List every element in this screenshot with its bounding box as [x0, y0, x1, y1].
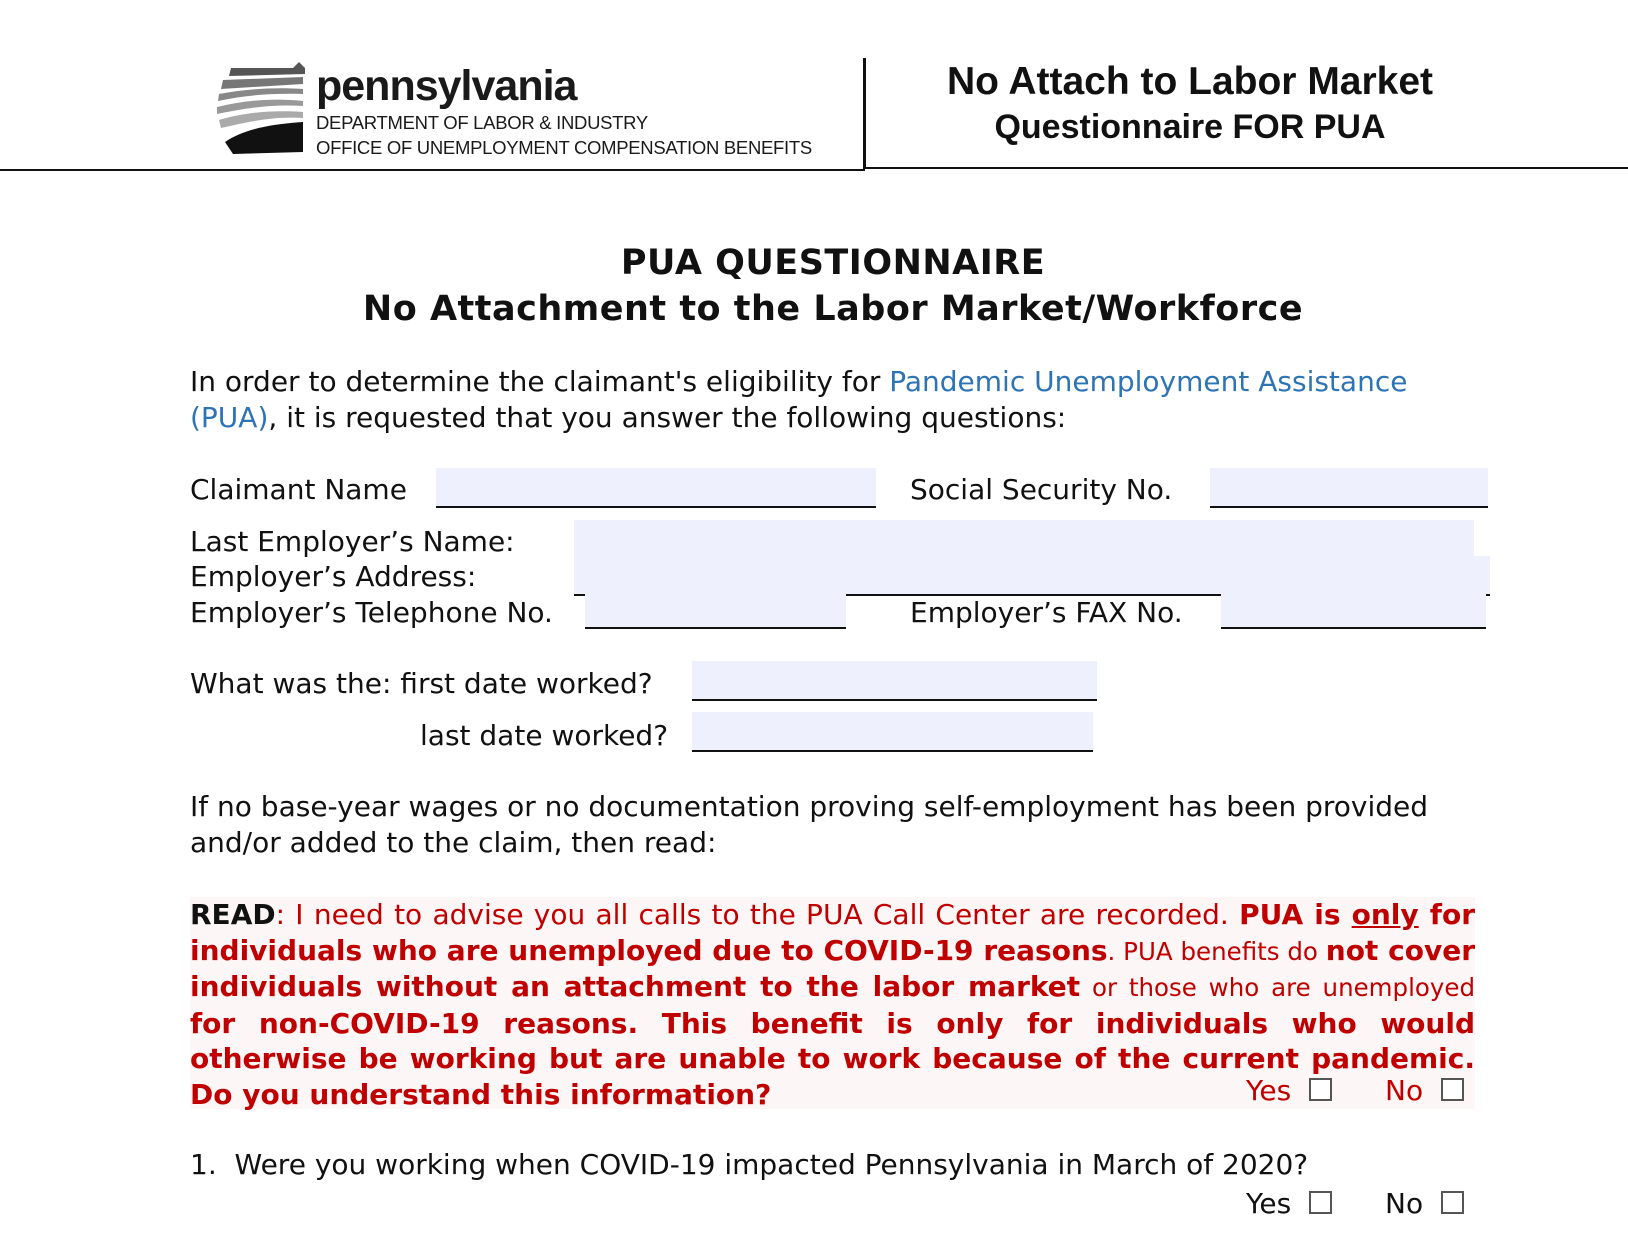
yes-label: Yes: [1246, 1187, 1292, 1220]
notice-yes-option[interactable]: [1246, 1073, 1332, 1109]
employer-name-label: Last Employer’s Name:: [190, 525, 515, 558]
last-date-field[interactable]: [692, 712, 1093, 752]
form-title: [880, 58, 1500, 148]
brand-block: [316, 62, 812, 160]
notice-text: for non-COVID-19 reasons. This benefit is only for individuals who would otherwise be working but are unable to work because of the current pandemic. Do you understand this information?: [190, 1006, 1475, 1111]
last-date-label: last date worked?: [420, 719, 669, 752]
page-title: [190, 240, 1476, 332]
page-title-line1: PUA QUESTIONNAIRE: [620, 243, 1046, 283]
notice-text: . PUA benefits do: [1107, 936, 1326, 966]
notice-emphasis: only: [1351, 898, 1419, 931]
read-label: READ: [190, 898, 276, 931]
claimant-name-label: Claimant Name: [190, 473, 407, 506]
notice-text: for individuals who are unemployed due to COVID-19 reasons: [190, 898, 1475, 967]
header-divider: [863, 58, 866, 169]
first-date-field[interactable]: [692, 661, 1097, 701]
employer-fax-field[interactable]: [1221, 593, 1486, 629]
keystone-logo-icon: [215, 62, 310, 158]
notice-text: not cover individuals without an attachment to the labor market: [190, 933, 1476, 1004]
yes-label: Yes: [1246, 1074, 1292, 1107]
ssn-field[interactable]: [1210, 468, 1488, 508]
employer-address-label: Employer’s Address:: [190, 560, 477, 593]
employer-phone-field[interactable]: [585, 593, 846, 629]
yes-checkbox[interactable]: [1309, 1078, 1332, 1101]
no-checkbox[interactable]: [1441, 1191, 1464, 1214]
brand-name: pennsylvania: [316, 62, 577, 110]
page-title-line2: No Attachment to the Labor Market/Workforce: [362, 289, 1304, 329]
intro-text: In order to determine the claimant's eligibility for: [190, 365, 890, 398]
question-1-no-option[interactable]: [1385, 1186, 1464, 1222]
question-text: Were you working when COVID-19 impacted Pennsylvania in March of 2020?: [234, 1148, 1309, 1181]
base-year-paragraph: If no base-year wages or no documentation proving self-employment has been provided and/or added to the claim, then read:: [190, 790, 1429, 859]
question-1-yes-option[interactable]: [1246, 1186, 1332, 1222]
header-rule: [864, 167, 1628, 169]
employer-name-field[interactable]: [574, 520, 1474, 560]
no-checkbox[interactable]: [1441, 1078, 1464, 1101]
claimant-name-field[interactable]: [436, 468, 876, 508]
header-rule: [0, 169, 865, 171]
notice-text: or those who are unemployed: [1080, 973, 1476, 1003]
department-line: DEPARTMENT OF LABOR & INDUSTRY: [316, 112, 648, 133]
first-date-label: What was the: first date worked?: [190, 667, 653, 700]
no-label: No: [1385, 1074, 1424, 1107]
pua-link[interactable]: Pandemic Unemployment Assistance (PUA): [190, 365, 1408, 434]
form-title-line2: Questionnaire FOR PUA: [994, 108, 1386, 146]
office-line: OFFICE OF UNEMPLOYMENT COMPENSATION BENEFITS: [316, 137, 812, 158]
question-1: [190, 1147, 1308, 1183]
notice-text: : I need to advise you all calls to the PUA Call Center are recorded.: [275, 898, 1240, 931]
employer-fax-label: Employer’s FAX No.: [910, 596, 1183, 629]
employer-phone-label: Employer’s Telephone No.: [190, 596, 553, 629]
notice-text: PUA is: [1239, 898, 1352, 931]
ssn-label: Social Security No.: [910, 473, 1173, 506]
notice-no-option[interactable]: [1385, 1073, 1464, 1109]
question-number: 1.: [190, 1148, 217, 1181]
no-label: No: [1385, 1187, 1424, 1220]
yes-checkbox[interactable]: [1309, 1191, 1332, 1214]
form-title-line1: No Attach to Labor Market: [946, 60, 1434, 103]
employer-address-field[interactable]: [574, 556, 1490, 596]
intro-paragraph: [190, 364, 1475, 436]
intro-text-end: , it is requested that you answer the following questions:: [268, 401, 1067, 434]
